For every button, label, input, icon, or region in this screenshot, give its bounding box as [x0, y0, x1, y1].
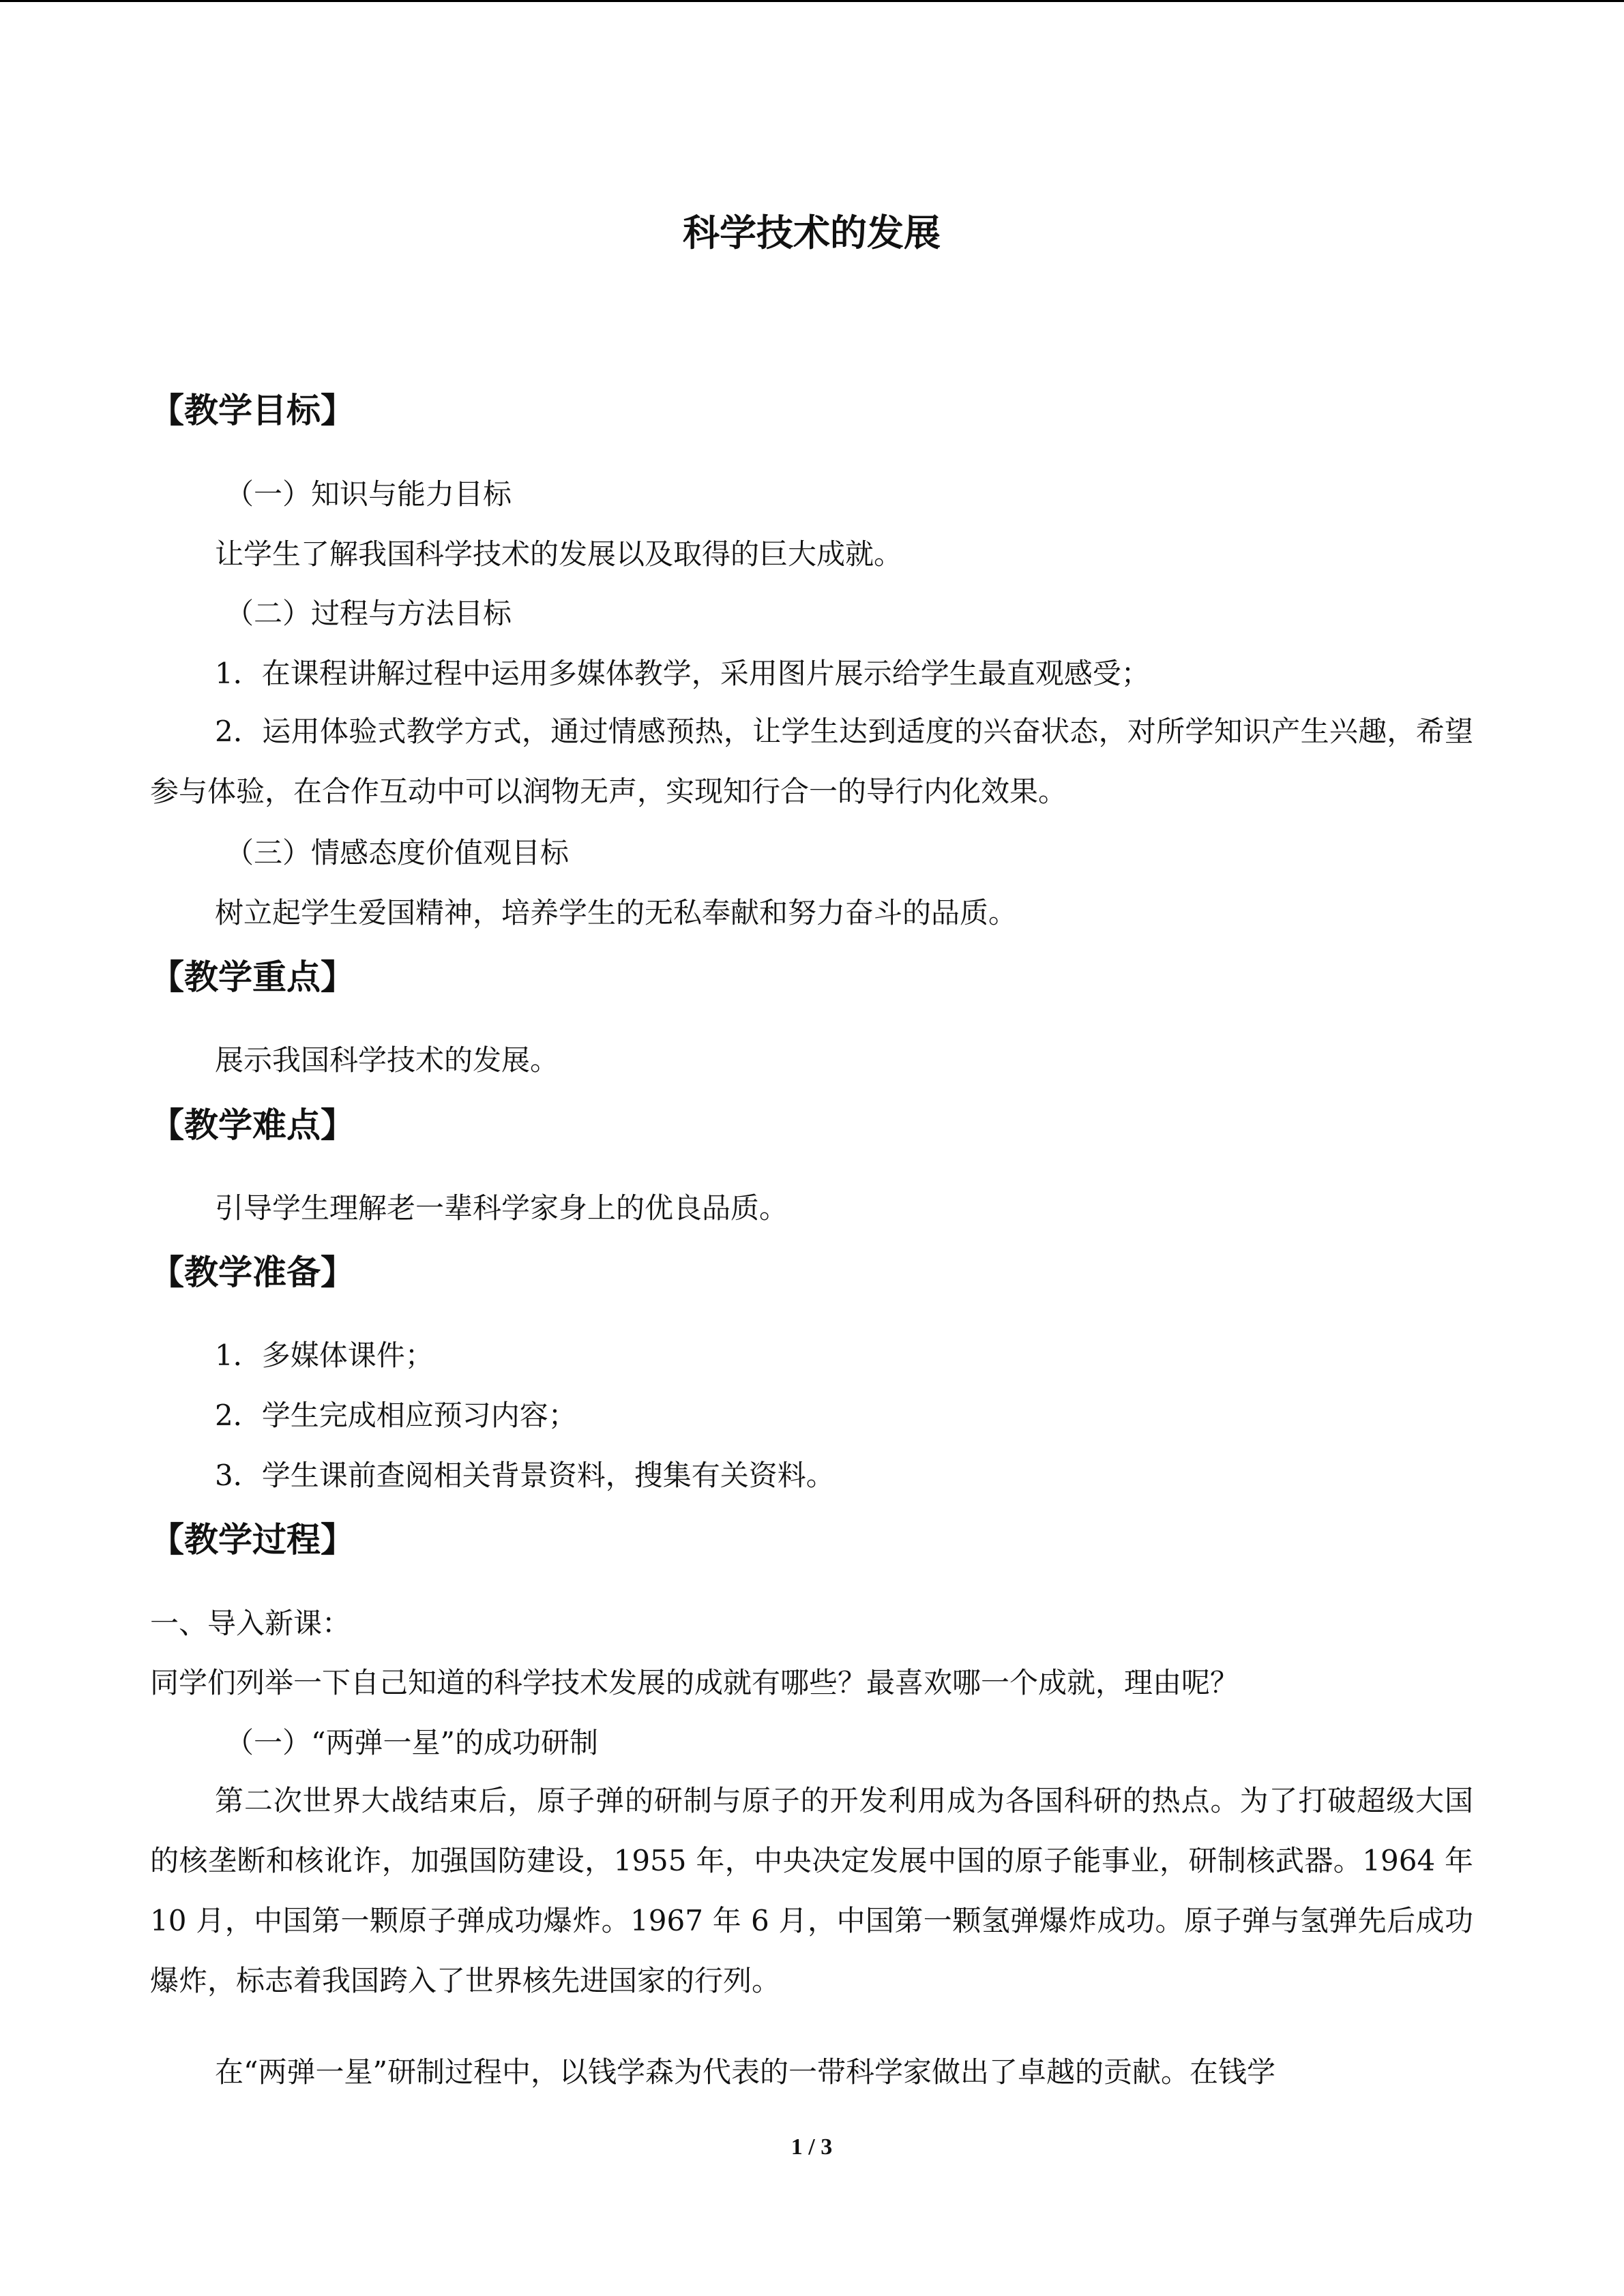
list-item-preparation-1: 1．多媒体课件；: [215, 1339, 434, 1372]
list-item-process-2: 2．运用体验式教学方式，通过情感预热，让学生达到适度的兴奋状态，对所学知识产生兴趣，希望参与体验，在合作互动中可以润物无声，实现知行合一的导行内化效果。: [150, 715, 1473, 808]
paragraph-difficulties: 引导学生理解老一辈科学家身上的优良品质。: [215, 1191, 788, 1225]
section-heading-preparation: 【教学准备】: [150, 1253, 355, 1292]
subheading-two-bombs-one-satellite: （一）“两弹一星”的成功研制: [225, 1726, 598, 1759]
document-title: 科学技术的发展: [683, 211, 941, 254]
page-number: 1 / 3: [791, 2134, 833, 2160]
section-heading-difficulties: 【教学难点】: [150, 1105, 355, 1145]
list-item-preparation-3: 3．学生课前查阅相关背景资料，搜集有关资料。: [215, 1459, 835, 1492]
subheading-emotion-values: （三）情感态度价值观目标: [225, 836, 570, 869]
subheading-introduction: 一、导入新课：: [150, 1607, 351, 1640]
subheading-knowledge-ability: （一）知识与能力目标: [225, 477, 512, 511]
section-heading-teaching-goals: 【教学目标】: [150, 391, 355, 430]
section-heading-process: 【教学过程】: [150, 1520, 355, 1560]
paragraph-scientists-contribution: 在“两弹一星”研制过程中，以钱学森为代表的一带科学家做出了卓越的贡献。在钱学: [215, 2055, 1275, 2089]
list-item-process-1: 1．在课程讲解过程中运用多媒体教学，采用图片展示给学生最直观感受；: [215, 657, 1150, 690]
document-page: [150, 0, 1473, 2296]
paragraph-knowledge-ability: 让学生了解我国科学技术的发展以及取得的巨大成就。: [215, 537, 903, 571]
paragraph-introduction-question: 同学们列举一下自己知道的科学技术发展的成就有哪些？最喜欢哪一个成就，理由呢？: [150, 1666, 1239, 1699]
section-heading-key-points: 【教学重点】: [150, 957, 355, 997]
paragraph-nuclear-history: 第二次世界大战结束后，原子弹的研制与原子的开发利用成为各国科研的热点。为了打破超级大国的核垄断和核讹诈，加强国防建设，1955 年，中央决定发展中国的原子能事业，研制核武器。1964 年 10 月，中国第一颗原子弹成功爆炸。1967 年 6 月，中国第一颗氢弹爆炸成功。原子弹与氢弹先后成功爆炸，标志着我国跨入了世界核先进国家的行列。: [150, 1784, 1473, 1997]
paragraph-key-points: 展示我国科学技术的发展。: [215, 1043, 559, 1077]
list-item-preparation-2: 2．学生完成相应预习内容；: [215, 1399, 577, 1432]
paragraph-emotion-values: 树立起学生爱国精神，培养学生的无私奉献和努力奋斗的品质。: [215, 896, 1018, 929]
subheading-process-method: （二）过程与方法目标: [225, 597, 512, 630]
